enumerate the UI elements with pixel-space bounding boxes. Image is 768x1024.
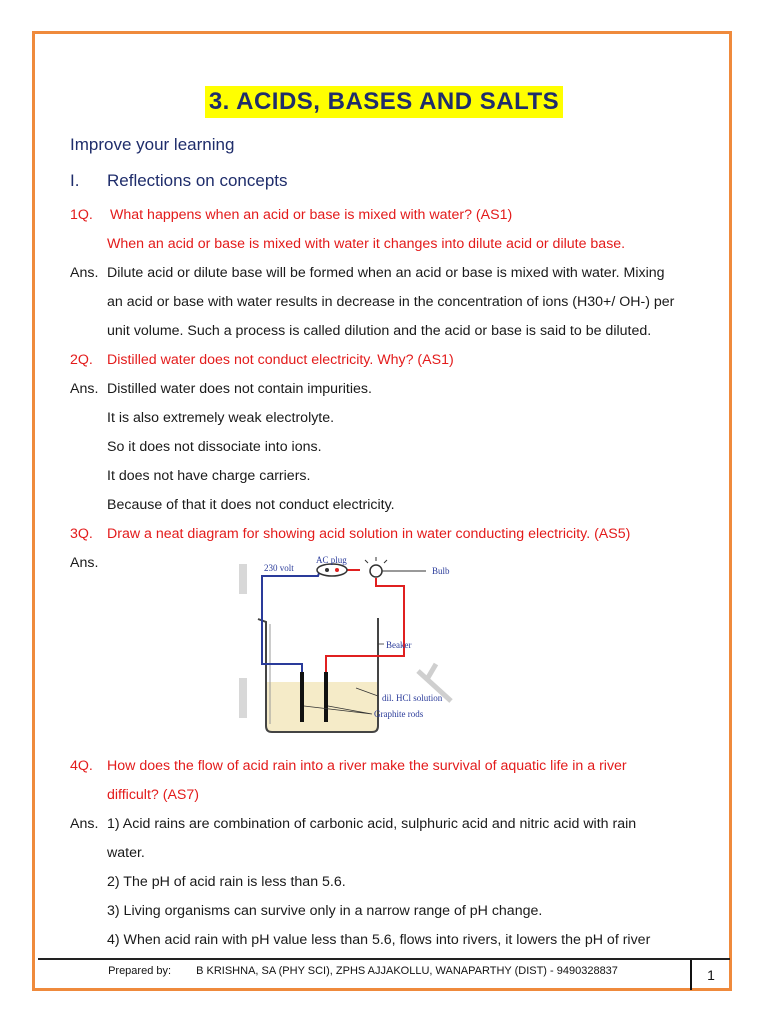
- q4-answer-line: 4) When acid rain with pH value less than 5.6, flows into rivers, it lowers the pH of river: [107, 932, 651, 948]
- q2-question: Distilled water does not conduct electricity. Why? (AS1): [107, 352, 454, 368]
- q2-label: 2Q.: [70, 352, 93, 368]
- wire-red: [326, 578, 404, 672]
- q2-answer-line: So it does not dissociate into ions.: [107, 439, 322, 455]
- q2-answer-line: It does not have charge carriers.: [107, 468, 311, 484]
- page-title: 3. ACIDS, BASES AND SALTS: [205, 86, 563, 118]
- q2-ans-label: Ans.: [70, 381, 99, 397]
- q2-answer-line: It is also extremely weak electrolyte.: [107, 410, 335, 426]
- q3-label: 3Q.: [70, 526, 93, 542]
- watermark-mark: [239, 678, 247, 718]
- bulb-icon: [370, 565, 382, 577]
- section-title: Reflections on concepts: [107, 171, 288, 190]
- q1-answer-line: an acid or base with water results in decrease in the concentration of ions (H30+/ OH-) per: [107, 294, 675, 310]
- bulb-rays-icon: [365, 557, 387, 563]
- q4-question-line2: difficult? (AS7): [107, 787, 199, 803]
- bulb-label: Bulb: [432, 566, 450, 576]
- plug-pin: [335, 568, 339, 572]
- beaker-label: Beaker: [386, 640, 412, 650]
- graphite-rod: [300, 672, 304, 722]
- q1-ans-label: Ans.: [70, 265, 99, 281]
- improve-heading: Improve your learning: [70, 135, 235, 154]
- q4-question: How does the flow of acid rain into a river make the survival of aquatic life in a river: [107, 758, 627, 774]
- title-container: [0, 86, 768, 118]
- plug-pin: [325, 568, 329, 572]
- page-number-box: [690, 960, 730, 990]
- watermark-mark: [239, 564, 247, 594]
- graphite-rod: [324, 672, 328, 722]
- q1-question: What happens when an acid or base is mixed with water? (AS1): [110, 207, 513, 223]
- q4-ans-label: Ans.: [70, 816, 99, 832]
- q1-answer-line: Dilute acid or dilute base will be formed when an acid or base is mixed with water. Mixing: [107, 265, 665, 281]
- q4-answer-line: water.: [107, 845, 145, 861]
- q1-label: 1Q.: [70, 207, 93, 223]
- q3-ans-label: Ans.: [70, 555, 99, 571]
- plug-label: AC plug: [316, 556, 347, 565]
- page-number: 1: [707, 967, 715, 983]
- conductivity-diagram: [236, 556, 466, 736]
- q2-answer-line: Distilled water does not contain impurities.: [107, 381, 372, 397]
- ac-plug-icon: [317, 564, 347, 576]
- voltage-label: 230 volt: [264, 563, 294, 573]
- footer-divider: [38, 958, 730, 960]
- footer: [38, 965, 688, 977]
- q3-question: Draw a neat diagram for showing acid solution in water conducting electricity. (AS5): [107, 526, 631, 542]
- q2-answer-line: Because of that it does not conduct electricity.: [107, 497, 395, 513]
- q4-answer-line: 3) Living organisms can survive only in a narrow range of pH change.: [107, 903, 543, 919]
- author-info: B KRISHNA, SA (PHY SCI), ZPHS AJJAKOLLU, WANAPARTHY (DIST) - 9490328837: [196, 965, 618, 977]
- section-number: I.: [70, 171, 80, 190]
- prepared-by-label: Prepared by:: [108, 965, 172, 977]
- wire-blue: [262, 570, 320, 672]
- q4-label: 4Q.: [70, 758, 93, 774]
- q1-answer-line: unit volume. Such a process is called dilution and the acid or base is said to be diluted.: [107, 323, 652, 339]
- rods-label: Graphite rods: [374, 709, 424, 719]
- q4-answer-line: 1) Acid rains are combination of carbonic acid, sulphuric acid and nitric acid with rain: [107, 816, 637, 832]
- q1-question-line2: When an acid or base is mixed with water it changes into dilute acid or dilute base.: [107, 236, 626, 252]
- solution-label: dil. HCl solution: [382, 693, 443, 703]
- q4-answer-line: 2) The pH of acid rain is less than 5.6.: [107, 874, 346, 890]
